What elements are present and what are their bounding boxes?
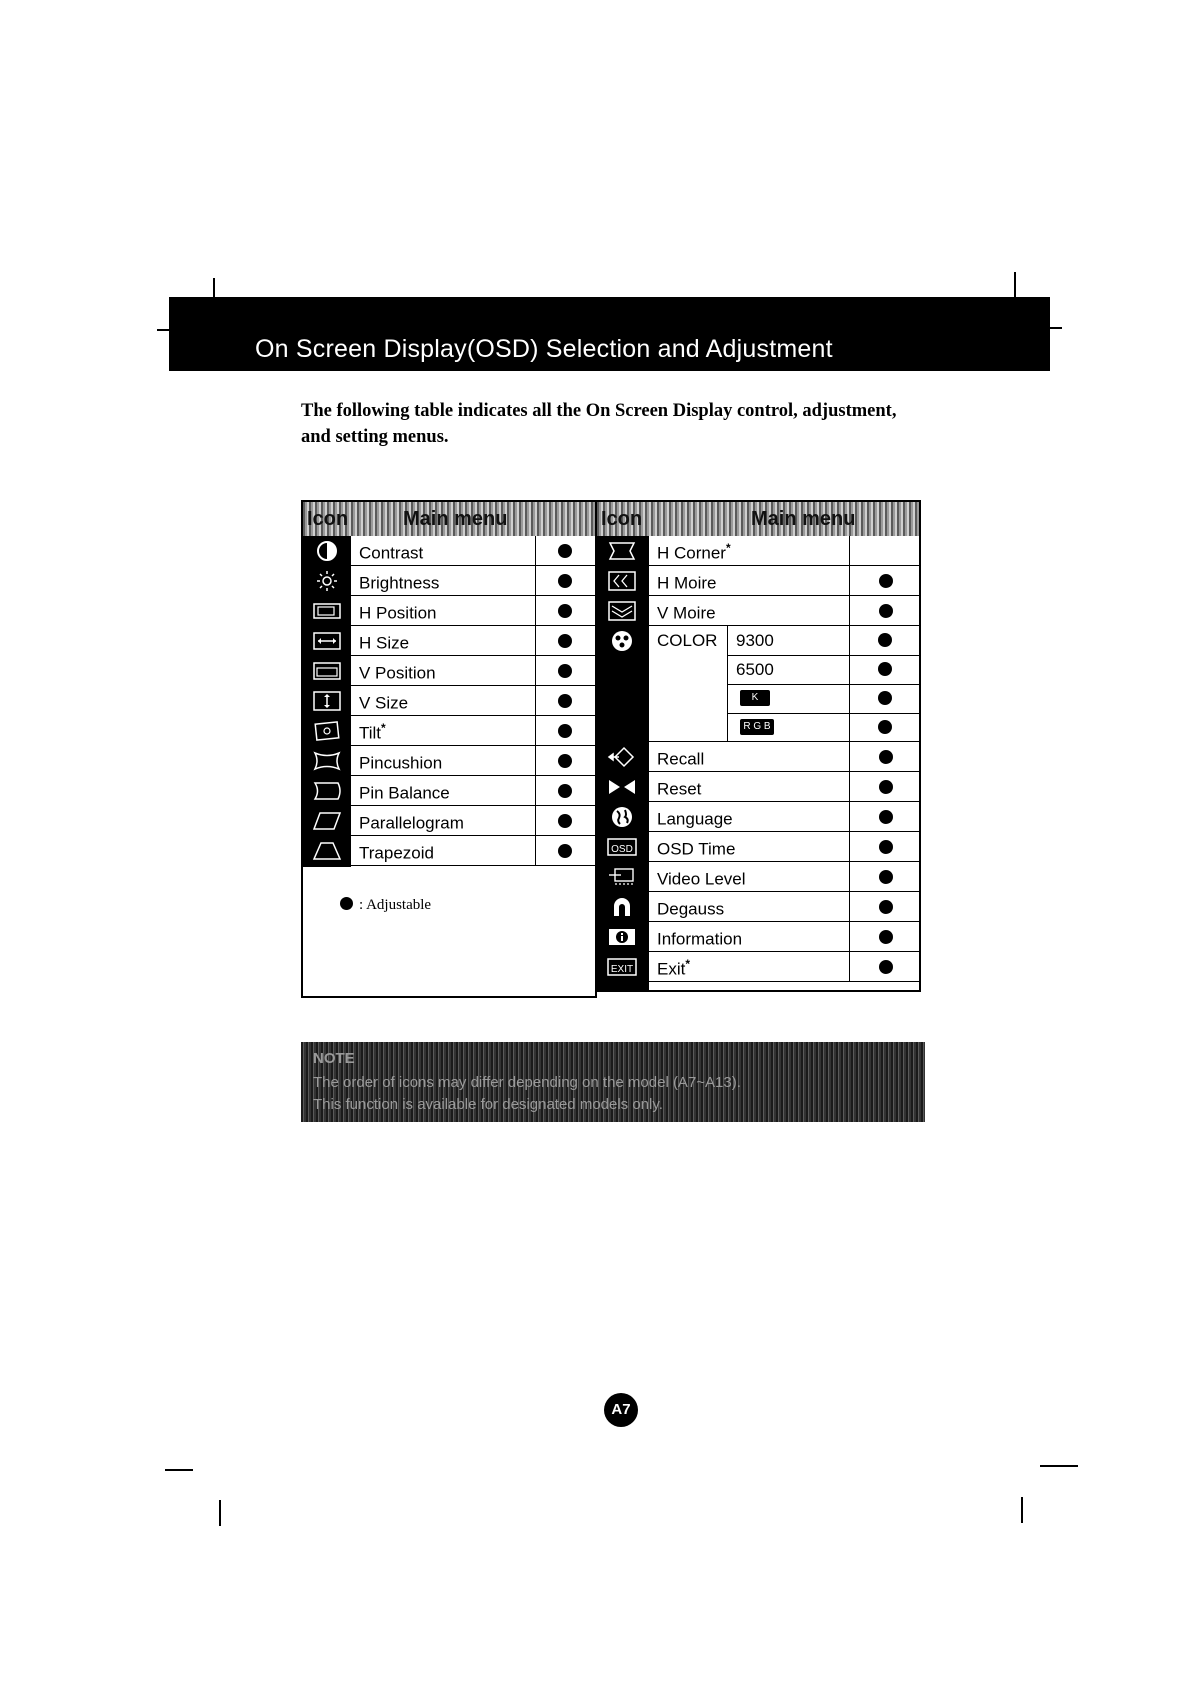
note-line-2: This function is available for designated models only.: [313, 1096, 663, 1113]
menu-label: [657, 541, 731, 564]
menu-label-text: Language: [657, 809, 733, 829]
h-corner-icon: [607, 540, 637, 562]
adjustable-dot-icon: [879, 930, 893, 944]
adjustable-cell: [849, 596, 922, 625]
adjustable-dot-icon: [340, 897, 353, 910]
adjustable-dot-icon: [558, 664, 572, 678]
video-level-icon: [607, 866, 637, 888]
menu-label-text: H Moire: [657, 573, 717, 593]
adjustable-dot-icon: [879, 780, 893, 794]
adjustable-dot-icon: [558, 544, 572, 558]
adjustable-dot-icon: [558, 724, 572, 738]
intro-line-1: The following table indicates all the On Screen Display control, adjustment,: [301, 401, 897, 421]
adjustable-cell: [535, 836, 596, 865]
adjustable-dot-icon: [879, 604, 893, 618]
menu-label: [657, 777, 701, 800]
intro-line-2: and setting menus.: [301, 427, 449, 447]
menu-row[interactable]: [649, 742, 921, 772]
adjustable-cell: [535, 596, 596, 625]
adjustable-cell: [849, 862, 922, 891]
menu-label: [657, 601, 716, 624]
adjustable-dot-icon: [558, 754, 572, 768]
adjustable-cell: [535, 536, 596, 565]
table-header: [303, 502, 595, 536]
menu-label-text: Recall: [657, 749, 705, 769]
menu-label: [359, 751, 442, 774]
trapezoid-icon: [312, 840, 342, 862]
menu-label-text: Brightness: [359, 573, 440, 593]
menu-row[interactable]: [351, 716, 595, 746]
exit-icon: [607, 956, 637, 978]
adjustable-cell: [535, 656, 596, 685]
adjustable-dot-icon: [558, 604, 572, 618]
color-icon: [607, 630, 637, 652]
menu-row[interactable]: [649, 596, 921, 626]
menu-row[interactable]: [351, 566, 595, 596]
menu-label-text: OSD Time: [657, 839, 736, 859]
menu-row[interactable]: [351, 746, 595, 776]
adjustable-dot-icon: [879, 750, 893, 764]
menu-row[interactable]: [351, 596, 595, 626]
adjustable-cell: [535, 806, 596, 835]
menu-row[interactable]: [649, 802, 921, 832]
adjustable-cell: [849, 772, 922, 801]
menu-label: [359, 691, 408, 714]
menu-row[interactable]: [649, 832, 921, 862]
menu-row[interactable]: [649, 772, 921, 802]
menu-label-text: Reset: [657, 779, 702, 799]
pin-balance-icon: [312, 780, 342, 802]
crop-mark: [165, 1469, 193, 1471]
menu-label-text: H Position: [359, 603, 437, 623]
adjustable-cell: [535, 686, 596, 715]
adjustable-dot-icon: [558, 844, 572, 858]
crop-mark: [1040, 1465, 1078, 1467]
adjustable-dot-icon: [879, 810, 893, 824]
adjustable-dot-icon: [558, 694, 572, 708]
menu-label-text: V Position: [359, 663, 436, 683]
footnote-star: *: [725, 541, 731, 555]
adjustable-cell: [535, 626, 596, 655]
osd-time-icon: [607, 836, 637, 858]
language-icon: [607, 806, 637, 828]
adjustable-dot-icon: [558, 784, 572, 798]
menu-label-text: Tilt: [359, 723, 382, 743]
contrast-icon: [312, 540, 342, 562]
menu-label-text: Pin Balance: [359, 783, 450, 803]
menu-label-text: Pincushion: [359, 753, 443, 773]
menu-row[interactable]: [351, 836, 595, 866]
adjustable-cell: [849, 802, 922, 831]
menu-label: [657, 747, 704, 770]
menu-label: [359, 601, 436, 624]
adjustable-dot-icon: [878, 633, 892, 647]
pincushion-icon: [312, 750, 342, 772]
menu-label: [359, 811, 464, 834]
adjustable-cell: [849, 566, 922, 595]
adjustable-dot-icon: [878, 662, 892, 676]
menu-label: [657, 897, 724, 920]
menu-label-text: H Corner: [657, 543, 726, 563]
adjustable-cell: [535, 746, 596, 775]
adjustable-dot-icon: [879, 900, 893, 914]
menu-label-text: Contrast: [359, 543, 424, 563]
menu-row[interactable]: [649, 536, 921, 566]
menu-row[interactable]: [351, 536, 595, 566]
svg-text:EXIT: EXIT: [610, 964, 634, 975]
menu-row[interactable]: [351, 626, 595, 656]
osd-table-right: [595, 500, 921, 992]
menu-row[interactable]: [351, 776, 595, 806]
menu-label-text: V Moire: [657, 603, 716, 623]
v-position-icon: [312, 660, 342, 682]
color-sub-divider: [727, 684, 921, 685]
menu-label: [657, 837, 735, 860]
menu-label-text: V Size: [359, 693, 409, 713]
table-header: [597, 502, 919, 536]
h-moire-icon: [607, 570, 637, 592]
information-icon: [607, 926, 637, 948]
menu-label-text: Trapezoid: [359, 843, 434, 863]
page-number: A7: [604, 1393, 638, 1427]
reset-icon: [607, 776, 637, 798]
menu-label: [359, 781, 450, 804]
header-main-menu: Main menu: [751, 508, 856, 530]
note-box: [301, 1042, 925, 1122]
adjustable-dot-icon: [558, 814, 572, 828]
footnote-star: *: [381, 721, 386, 735]
menu-label: [359, 631, 409, 654]
menu-label: [359, 661, 436, 684]
menu-row[interactable]: [351, 686, 595, 716]
adjustable-cell: [849, 892, 922, 921]
menu-label-text: H Size: [359, 633, 410, 653]
crop-mark: [219, 1500, 221, 1526]
recall-icon: [607, 746, 637, 768]
v-size-icon: [312, 690, 342, 712]
adjustable-dot-icon: [878, 720, 892, 734]
v-moire-icon: [607, 600, 637, 622]
adjustable-cell: [535, 776, 596, 805]
crop-mark: [1048, 327, 1062, 329]
adjustable-dot-icon: [879, 960, 893, 974]
adjustable-dot-icon: [879, 840, 893, 854]
menu-label: [657, 867, 746, 890]
menu-label: [657, 957, 690, 980]
menu-row[interactable]: [351, 806, 595, 836]
menu-row[interactable]: [649, 922, 921, 952]
menu-label: [359, 571, 439, 594]
color-sub-divider: [727, 713, 921, 714]
header-main-menu: Main menu: [403, 508, 508, 530]
adjustable-dot-icon: [878, 691, 892, 705]
menu-label-text: Degauss: [657, 899, 725, 919]
osd-table-left: [301, 500, 597, 998]
menu-label-text: Video Level: [657, 869, 746, 889]
color-option-9300[interactable]: 9300: [736, 631, 774, 650]
footnote-star: *: [685, 957, 691, 971]
section-banner: [169, 297, 1050, 371]
adjustable-dot-icon: [558, 574, 572, 588]
menu-label: [657, 571, 717, 594]
note-line-1: The order of icons may differ depending on the model (A7~A13).: [313, 1074, 741, 1091]
menu-row[interactable]: [649, 892, 921, 922]
crop-mark: [1014, 272, 1016, 300]
menu-label-text: Information: [657, 929, 743, 949]
adjustable-cell: [535, 716, 596, 745]
menu-row[interactable]: [649, 566, 921, 596]
note-title: NOTE: [313, 1050, 355, 1067]
adjustable-cell: [535, 566, 596, 595]
menu-row[interactable]: [351, 656, 595, 686]
h-position-icon: [312, 600, 342, 622]
menu-label-text: Exit: [657, 959, 686, 979]
color-option-6500[interactable]: 6500: [736, 660, 774, 679]
svg-text:OSD: OSD: [611, 844, 633, 855]
menu-row[interactable]: [649, 862, 921, 892]
legend: [340, 897, 431, 914]
menu-label-text: Parallelogram: [359, 813, 464, 833]
menu-label: [359, 841, 434, 864]
menu-label: [359, 721, 386, 744]
adjustable-dot-icon: [879, 870, 893, 884]
color-sub-divider: [727, 655, 921, 656]
intro-text: [301, 398, 941, 450]
adjustable-dot-icon: [879, 574, 893, 588]
color-option-k-badge[interactable]: K: [740, 690, 770, 706]
menu-row[interactable]: [649, 952, 921, 982]
adjustable-cell: [849, 742, 922, 771]
h-size-icon: [312, 630, 342, 652]
adjustable-cell: [849, 952, 922, 981]
header-icon: Icon: [601, 508, 643, 530]
crop-mark: [1021, 1497, 1023, 1523]
color-option-rgb-badge[interactable]: R G B: [740, 719, 774, 735]
degauss-icon: [607, 896, 637, 918]
header-icon: Icon: [307, 508, 349, 530]
tilt-icon: [312, 720, 342, 742]
menu-label: [657, 927, 742, 950]
color-label: COLOR: [657, 631, 718, 650]
adjustable-cell: [849, 832, 922, 861]
menu-label: [657, 807, 733, 830]
legend-text: : Adjustable: [359, 897, 432, 913]
adjustable-dot-icon: [558, 634, 572, 648]
page-title: On Screen Display(OSD) Selection and Adjustment: [255, 335, 833, 363]
menu-label: [359, 541, 423, 564]
adjustable-cell: [849, 922, 922, 951]
adjustable-cell: [849, 536, 922, 565]
color-row[interactable]: [649, 626, 921, 742]
parallelogram-icon: [312, 810, 342, 832]
brightness-icon: [312, 570, 342, 592]
